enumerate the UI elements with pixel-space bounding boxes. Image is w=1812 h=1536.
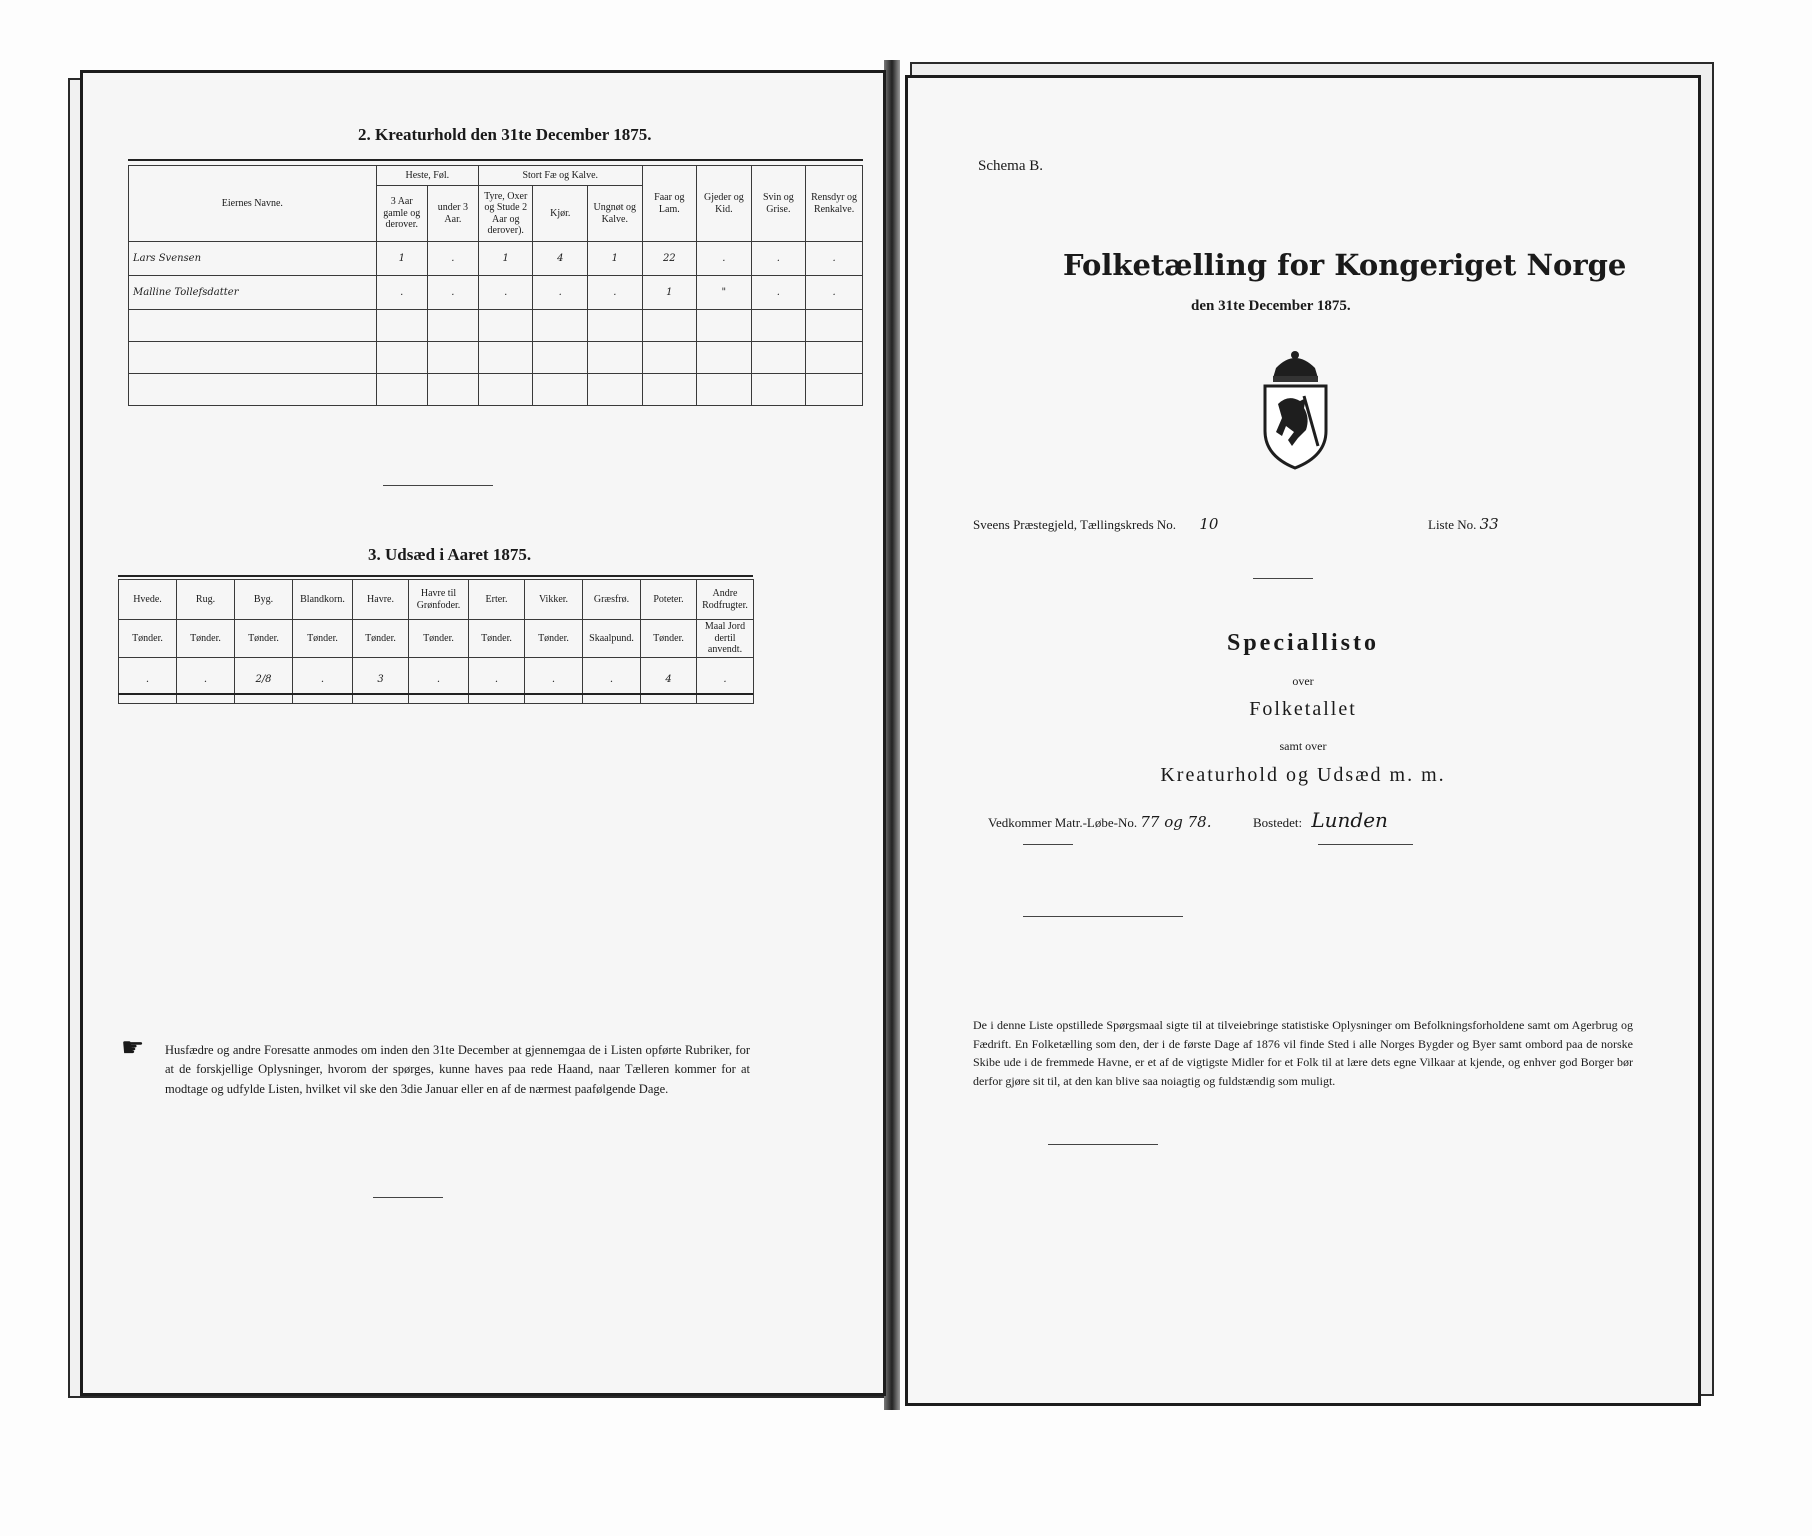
seed-unit: Tønder. bbox=[409, 620, 469, 658]
owner-name: Lars Svensen bbox=[129, 242, 377, 276]
cell-value: 1 bbox=[588, 242, 643, 276]
seed-unit: Tønder. bbox=[119, 620, 177, 658]
cell-value: . bbox=[806, 242, 863, 276]
matr-line bbox=[988, 813, 1211, 831]
divider-rule bbox=[383, 485, 493, 486]
header-stort-fae: Stort Fæ og Kalve. bbox=[478, 166, 642, 186]
seed-value: . bbox=[177, 657, 235, 703]
census-date: den 31te December 1875. bbox=[1191, 298, 1351, 314]
matr-label: Vedkommer Matr.-Løbe-No. bbox=[988, 815, 1138, 830]
underline bbox=[1318, 844, 1413, 845]
section2-title: 2. Kreaturhold den 31te December 1875. bbox=[358, 125, 652, 144]
owner-name: Malline Tollefsdatter bbox=[129, 276, 377, 310]
left-page bbox=[80, 70, 886, 1396]
seed-value: . bbox=[409, 657, 469, 703]
seed-value: 2/8 bbox=[235, 657, 293, 703]
liste-label: Liste No. bbox=[1428, 517, 1477, 532]
section2-top-rule bbox=[128, 159, 863, 161]
liste-number: 33 bbox=[1479, 515, 1499, 533]
seed-value: . bbox=[293, 657, 353, 703]
parish-label: Sveens Præstegjeld, Tællingskreds No. bbox=[973, 517, 1177, 532]
seed-value: . bbox=[469, 657, 525, 703]
norway-coat-of-arms-icon bbox=[1248, 346, 1343, 471]
matr-value: 77 og 78. bbox=[1140, 813, 1212, 831]
seed-value: . bbox=[119, 657, 177, 703]
kreaturhold-text: Kreaturhold og Udsæd m. m. bbox=[1160, 764, 1446, 786]
section3-top-rule bbox=[118, 575, 753, 577]
bottom-divider bbox=[373, 1197, 443, 1198]
census-paragraph: De i denne Liste opstillede Spørgsmaal sigte til at tilveiebringe statistiske Oplysninger om Befolkningsforholdene samt om Agerbrug og Fædrift. En Folketælling som den, der i de første Dage af 1876 vil finde Sted i alle Norges Bygder og Byer samt ombord paa de norske Skibe ude i de fremmede Havne, er et af de vigtigste Midler for et Folk til at lære dets egne Vilkaar at kjende, og enhver god Borger bør derfor gjøre sit til, at den kan blive saa noiagtig og fuldstændig som muligt. bbox=[973, 1018, 1633, 1088]
seed-unit: Tønder. bbox=[469, 620, 525, 658]
divider-rule bbox=[1253, 578, 1313, 579]
subheader-heste-old: 3 Aar gamle og derover. bbox=[376, 186, 427, 242]
instruction-note: Husfædre og andre Foresatte anmodes om inden den 31te December at gjennemgaa de i Listen opførte Rubriker, for at de forskjellige Oplysninger, hvorom der spørges, kunne haves paa rede Haand, naar Tælleren kommer for at modtage og udfylde Listen, hvilket vil ske den 3die Januar eller en af de nærmest paafølgende Dage. bbox=[165, 1043, 750, 1096]
seed-header: Poteter. bbox=[641, 580, 697, 620]
book-spine bbox=[884, 60, 900, 1410]
section3-title: 3. Udsæd i Aaret 1875. bbox=[368, 545, 532, 564]
seed-table bbox=[118, 579, 754, 704]
seed-unit: Skaalpund. bbox=[583, 620, 641, 658]
cell-value: 1 bbox=[376, 242, 427, 276]
livestock-row bbox=[129, 276, 863, 310]
seed-unit: Tønder. bbox=[641, 620, 697, 658]
cell-value: . bbox=[806, 276, 863, 310]
over-text: over bbox=[1292, 674, 1314, 688]
liste-line bbox=[1428, 515, 1499, 533]
right-page bbox=[905, 75, 1701, 1406]
folketallet-text: Folketallet bbox=[1249, 698, 1357, 720]
seed-values-row bbox=[119, 657, 754, 703]
cell-value: 1 bbox=[642, 276, 697, 310]
census-title: Folketælling for Kongeriget Norge bbox=[1063, 248, 1627, 282]
cell-value: 1 bbox=[478, 242, 533, 276]
bosted-label: Bostedet: bbox=[1253, 815, 1303, 830]
cell-value: . bbox=[751, 276, 806, 310]
seed-header: Vikker. bbox=[525, 580, 583, 620]
seed-header: Rug. bbox=[177, 580, 235, 620]
livestock-row-empty bbox=[129, 374, 863, 406]
livestock-row-empty bbox=[129, 342, 863, 374]
seed-unit: Tønder. bbox=[177, 620, 235, 658]
owner-name-header: Eiernes Navne. bbox=[129, 166, 377, 242]
seed-header: Hvede. bbox=[119, 580, 177, 620]
underline bbox=[1023, 844, 1073, 845]
subheader-heste-young: under 3 Aar. bbox=[427, 186, 478, 242]
seed-header: Byg. bbox=[235, 580, 293, 620]
seed-value: 3 bbox=[353, 657, 409, 703]
cell-value: . bbox=[533, 276, 588, 310]
bosted-line bbox=[1253, 808, 1388, 832]
parish-line bbox=[973, 515, 1218, 533]
cell-value: " bbox=[697, 276, 752, 310]
seed-value: 4 bbox=[641, 657, 697, 703]
seed-unit: Tønder. bbox=[293, 620, 353, 658]
cell-value: . bbox=[478, 276, 533, 310]
seed-unit: Tønder. bbox=[525, 620, 583, 658]
subheader-kjor: Kjør. bbox=[533, 186, 588, 242]
pointing-hand-icon: ☛ bbox=[121, 1033, 145, 1062]
cell-value: . bbox=[376, 276, 427, 310]
seed-value: . bbox=[525, 657, 583, 703]
header-svin: Svin og Grise. bbox=[751, 166, 806, 242]
seed-header: Havre til Grønfoder. bbox=[409, 580, 469, 620]
seed-value: . bbox=[583, 657, 641, 703]
cell-value: 4 bbox=[533, 242, 588, 276]
header-rensdyr: Rensdyr og Renkalve. bbox=[806, 166, 863, 242]
header-heste: Heste, Føl. bbox=[376, 166, 478, 186]
cell-value: . bbox=[427, 276, 478, 310]
livestock-row bbox=[129, 242, 863, 276]
seed-header: Havre. bbox=[353, 580, 409, 620]
bottom-divider bbox=[1048, 1144, 1158, 1145]
subheader-tyre: Tyre, Oxer og Stude 2 Aar og derover). bbox=[478, 186, 533, 242]
seed-header: Andre Rodfrugter. bbox=[697, 580, 754, 620]
seed-header: Erter. bbox=[469, 580, 525, 620]
header-faar: Faar og Lam. bbox=[642, 166, 697, 242]
section3-bottom-rule bbox=[118, 693, 753, 695]
seed-header: Græsfrø. bbox=[583, 580, 641, 620]
divider-rule bbox=[1023, 916, 1183, 917]
seed-unit: Maal Jord dertil anvendt. bbox=[697, 620, 754, 658]
header-gjeder: Gjeder og Kid. bbox=[697, 166, 752, 242]
livestock-table bbox=[128, 165, 863, 406]
cell-value: . bbox=[427, 242, 478, 276]
cell-value: . bbox=[697, 242, 752, 276]
speciallist-heading: Speciallisto bbox=[1226, 630, 1379, 656]
cell-value: . bbox=[588, 276, 643, 310]
bosted-value: Lunden bbox=[1311, 808, 1388, 832]
subheader-ungnot: Ungnøt og Kalve. bbox=[588, 186, 643, 242]
schema-label: Schema B. bbox=[978, 158, 1043, 174]
cell-value: 22 bbox=[642, 242, 697, 276]
cell-value: . bbox=[751, 242, 806, 276]
seed-unit: Tønder. bbox=[235, 620, 293, 658]
seed-value: . bbox=[697, 657, 754, 703]
seed-unit: Tønder. bbox=[353, 620, 409, 658]
livestock-row-empty bbox=[129, 310, 863, 342]
samt-over-text: samt over bbox=[1279, 739, 1327, 753]
kreds-number: 10 bbox=[1199, 515, 1219, 533]
seed-header: Blandkorn. bbox=[293, 580, 353, 620]
